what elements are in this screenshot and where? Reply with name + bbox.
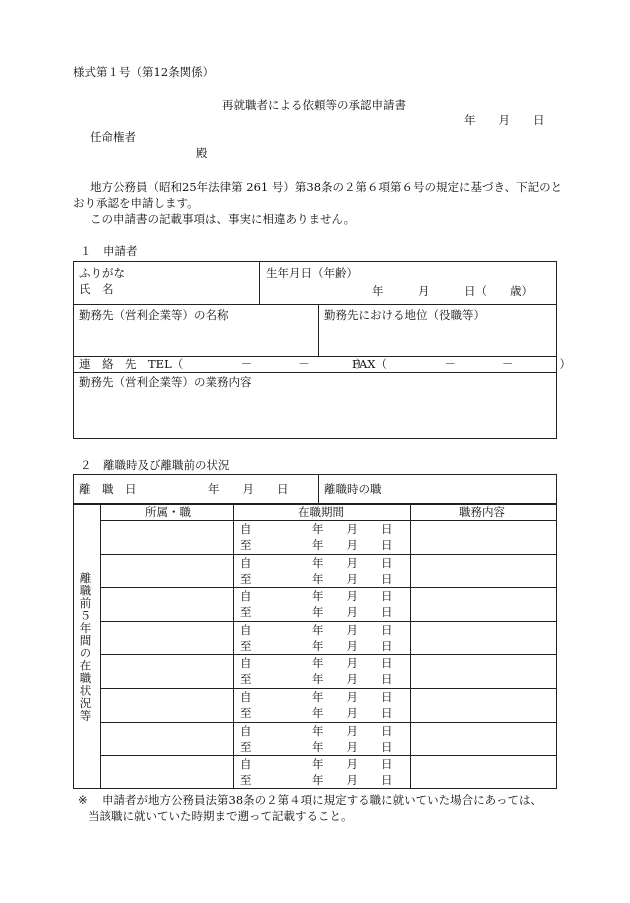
period-from-label: 自 [240, 522, 252, 536]
retirement-header-table [73, 474, 557, 504]
section2-heading: ２ 離職時及び離職前の状況 [80, 458, 230, 472]
period-from-date: 年 月 日 [312, 555, 393, 570]
period-from-label: 自 [240, 690, 252, 704]
row-divider [100, 722, 557, 723]
col-header-period: 在職期間 [298, 505, 344, 519]
period-to-label: 至 [240, 706, 252, 720]
birth-label: 生年月日（年齢） [266, 266, 358, 280]
period-to-date: 年 月 日 [312, 538, 393, 552]
document-title: 再就職者による依頼等の承認申請書 [222, 98, 406, 112]
note-mark: ※ [78, 793, 88, 807]
fax-field: FAX（ － － ） [352, 357, 571, 371]
row-divider [100, 621, 557, 622]
period-to-label: 至 [240, 773, 252, 788]
row-divider [100, 587, 557, 588]
note-line-1: 申請者が地方公務員法第38条の２第４項に規定する職に就いていた場合にあっては、 [102, 793, 543, 807]
period-from-label: 自 [240, 757, 252, 772]
period-to-date: 年 月 日 [312, 571, 393, 586]
period-to-label: 至 [240, 672, 252, 687]
period-from-label: 自 [240, 555, 252, 570]
retire-post-label: 離職時の職 [324, 482, 382, 496]
period-to-date: 年 月 日 [312, 638, 393, 653]
date-line: 年 月 日 [464, 113, 545, 127]
period-from-date: 年 月 日 [312, 690, 393, 704]
note-line-2: 当該職に就いていた時期まで遡って記載すること。 [88, 809, 353, 823]
form-number: 様式第１号（第12条関係） [73, 65, 215, 79]
name-label: 氏 名 [79, 282, 114, 296]
furigana-label: ふりがな [79, 266, 125, 280]
period-from-date: 年 月 日 [312, 589, 393, 604]
period-from-date: 年 月 日 [312, 656, 393, 671]
period-to-label: 至 [240, 605, 252, 620]
period-from-date: 年 月 日 [312, 522, 393, 536]
col-header-duties: 職務内容 [459, 505, 505, 519]
body-line-2: おり承認を申請します。 [73, 196, 199, 210]
employer-name-label: 勤務先（営利企業等）の名称 [79, 308, 229, 322]
row-divider [100, 554, 557, 555]
period-to-label: 至 [240, 739, 252, 754]
period-from-label: 自 [240, 589, 252, 604]
body-line-3: この申請書の記載事項は、事実に相違ありません。 [90, 212, 356, 226]
period-to-date: 年 月 日 [312, 706, 393, 720]
col-header-dept: 所属・職 [145, 505, 191, 519]
period-to-label: 至 [240, 571, 252, 586]
period-from-label: 自 [240, 723, 252, 738]
period-to-date: 年 月 日 [312, 605, 393, 620]
row-divider [100, 654, 557, 655]
period-to-date: 年 月 日 [312, 672, 393, 687]
period-to-date: 年 月 日 [312, 773, 393, 788]
period-from-date: 年 月 日 [312, 622, 393, 637]
retire-date-label: 離 職 日 [79, 482, 137, 496]
section1-heading: １ 申請者 [80, 244, 138, 258]
period-to-date: 年 月 日 [312, 739, 393, 754]
row-divider [100, 688, 557, 689]
tel-field: TEL（ － － ） [148, 357, 368, 371]
period-from-date: 年 月 日 [312, 757, 393, 772]
period-to-label: 至 [240, 638, 252, 653]
body-line-1: 地方公務員（昭和25年法律第 261 号）第38条の２第６項第６号の規定に基づき、下記のと [90, 180, 563, 194]
period-from-label: 自 [240, 656, 252, 671]
retire-date-value: 年 月 日 [208, 482, 289, 496]
contact-label: 連 絡 先 [79, 357, 137, 371]
honorific: 殿 [196, 146, 208, 160]
row-divider [100, 755, 557, 756]
birth-value: 年 月 日（ 歳） [372, 284, 533, 298]
employer-position-label: 勤務先における地位（役職等） [324, 308, 485, 322]
period-from-date: 年 月 日 [312, 723, 393, 738]
period-to-label: 至 [240, 538, 252, 552]
history-side-label: 離職前５年間の在職状況等 [78, 572, 93, 722]
business-content-label: 勤務先（営利企業等）の業務内容 [79, 375, 252, 389]
appointer-label: 任命権者 [90, 130, 136, 144]
period-from-label: 自 [240, 622, 252, 637]
